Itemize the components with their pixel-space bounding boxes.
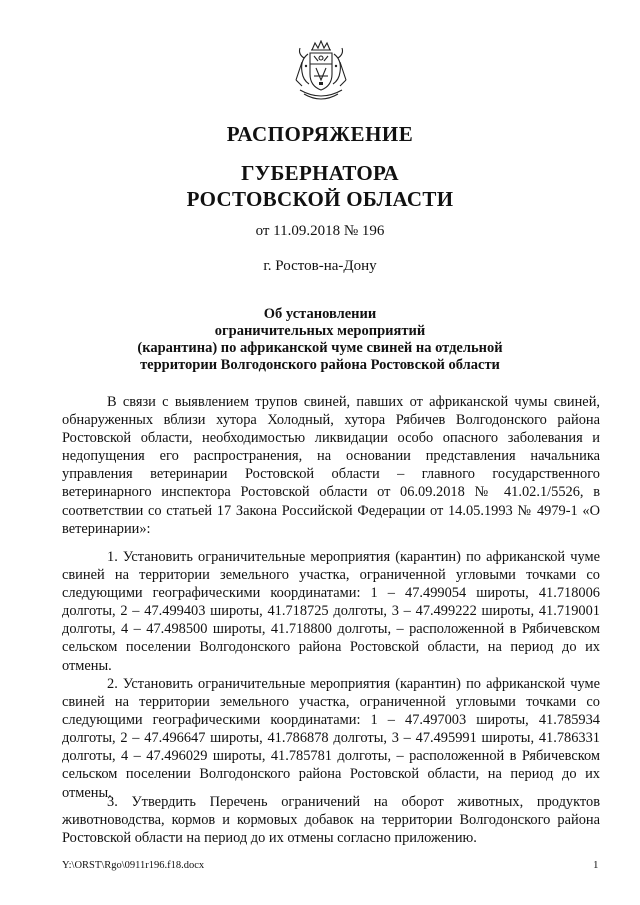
subject-line: (карантина) по африканской чуме свиней на отдельной [137,340,503,356]
authority-line-2: РОСТОВСКОЙ ОБЛАСТИ [186,187,454,211]
preamble-paragraph-block [62,393,600,538]
file-path-footer: Y:\ORST\Rgo\0911r196.f18.docx [62,860,205,871]
preamble-paragraph: В связи с выявлением трупов свиней, павших от африканской чумы свиней, обнаруженных вблизи хутора Холодный, хутора Рябичев Волгодонского района Ростовской области, необходимостью ликвидации особо опасного заболевания и недопущения его распространения, на основании представления начальника управления ветеринарии Ростовской области – главного государственного ветеринарного инспектора Ростовской области от 06.09.2018 № 41.02.1/5526, в соответствии со статьей 17 Закона Российской Федерации от 14.05.1993 № 4979-1 «О ветеринарии»: [62,394,600,537]
document-subject [0,306,640,374]
item-1-paragraph: 1. Установить ограничительные мероприятия (карантин) по африканской чуме свиней на территории земельного участка, ограниченной угловыми точками со следующими географическими координатами: 1 – 47.499054 широты, 41.718006 долготы, 2 – 47.499403 широты, 41.718725 долготы, 3 – 47.499222 широты, 41.719001 долготы, 4 – 47.498500 широты, 41.718800 долготы, – расположенной в Рябичевском сельском поселении Волгодонского района Ростовской области, на период до их отмены. [62,549,600,674]
page-number: 1 [593,859,599,871]
item-2-block [62,675,600,802]
authority-line-1: ГУБЕРНАТОРА [241,161,399,185]
subject-line: Об установлении [263,306,377,322]
item-1-block [62,548,600,675]
document-title: РАСПОРЯЖЕНИЕ [226,122,414,146]
subject-line: территории Волгодонского района Ростовской области [140,357,500,373]
item-2-paragraph: 2. Установить ограничительные мероприятия (карантин) по африканской чуме свиней на территории земельного участка, ограниченной угловыми точками со следующими географическими координатами: 1 – 47.497003 широты, 41.785934 долготы, 2 – 47.496647 широты, 41.786878 долготы, 3 – 47.495991 широты, 41.786331 долготы, 4 – 47.496029 широты, 41.785781 долготы, – расположенной в Рябичевском сельском поселении Волгодонского района Ростовской области, на период до их отмены. [62,676,600,801]
item-3-block [62,793,600,847]
issuing-authority [0,160,640,212]
coat-of-arms-icon [294,40,348,104]
document-date-number: от 11.09.2018 № 196 [255,223,385,239]
document-city: г. Ростов-на-Дону [263,258,377,274]
subject-line: ограничительных мероприятий [214,323,426,339]
item-3-paragraph: 3. Утвердить Перечень ограничений на оборот животных, продуктов животноводства, кормов и кормовых добавок на территории Волгодонского района Ростовской области на период до их отмены согласно приложению. [62,794,600,847]
